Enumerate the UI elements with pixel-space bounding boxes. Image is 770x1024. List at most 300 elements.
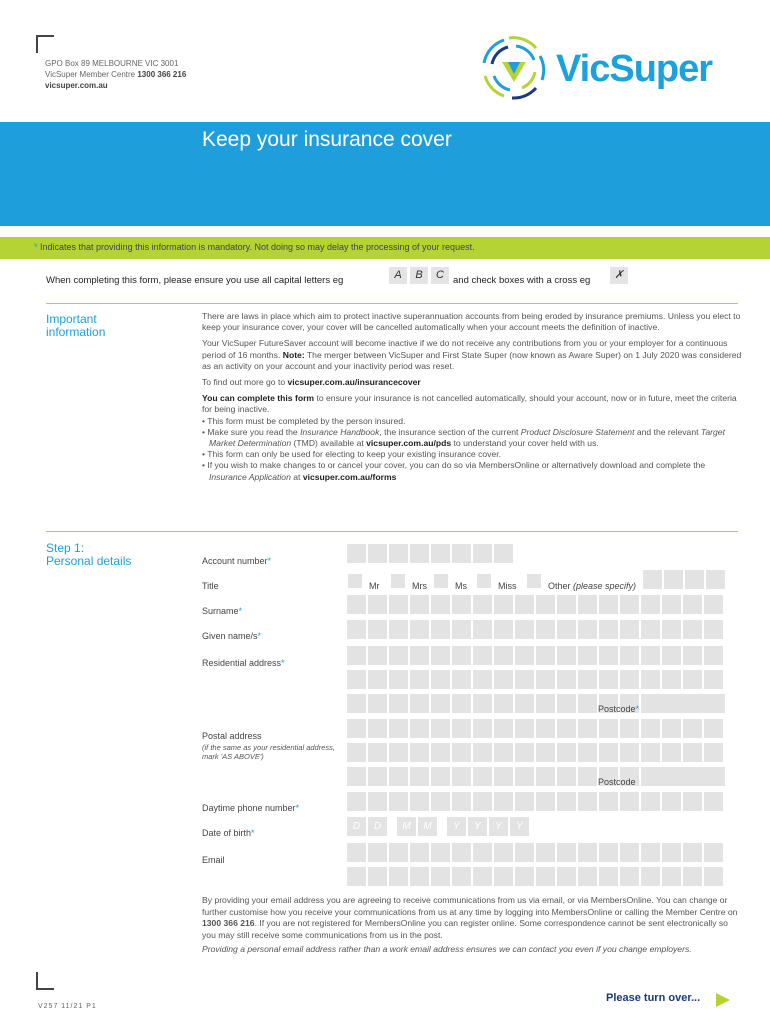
char-box[interactable] [515, 867, 534, 886]
asterisk-icon: * [295, 803, 300, 813]
char-box[interactable] [368, 767, 387, 786]
char-box[interactable] [641, 670, 660, 689]
divider [46, 531, 738, 532]
char-box[interactable] [557, 719, 576, 738]
char-box[interactable] [494, 792, 513, 811]
char-box[interactable] [662, 646, 681, 665]
char-box[interactable] [620, 595, 639, 614]
given-names-label [202, 631, 261, 641]
char-box[interactable] [347, 867, 366, 886]
title-option: Mrs [412, 581, 427, 591]
char-box[interactable] [557, 843, 576, 862]
text-span: , the insurance section of the current [379, 426, 521, 437]
char-box[interactable] [620, 620, 639, 639]
char-box[interactable] [473, 544, 492, 563]
label-text: Other [548, 581, 574, 591]
char-box[interactable] [452, 544, 471, 563]
char-box[interactable] [685, 767, 704, 786]
char-box[interactable] [431, 719, 450, 738]
char-box[interactable] [410, 743, 429, 762]
char-box[interactable] [515, 670, 534, 689]
char-box[interactable] [515, 792, 534, 811]
given-names-field[interactable] [347, 620, 723, 639]
char-box[interactable] [706, 694, 725, 713]
mandatory-note-text: Indicates that providing this information is mandatory. Not doing so may delay the processing of your request. [40, 242, 475, 252]
char-box[interactable] [410, 792, 429, 811]
char-box[interactable] [431, 767, 450, 786]
char-box[interactable] [683, 620, 702, 639]
char-box[interactable] [599, 792, 618, 811]
important-heading-line: information [46, 325, 106, 339]
char-box[interactable] [431, 544, 450, 563]
char-box[interactable] [704, 843, 723, 862]
char-box[interactable] [347, 670, 366, 689]
caps-instruction-prefix: When completing this form, please ensure you use all capital letters eg [46, 275, 344, 286]
char-box[interactable] [347, 843, 366, 862]
char-box[interactable] [473, 670, 492, 689]
char-box[interactable] [494, 867, 513, 886]
char-box[interactable] [683, 646, 702, 665]
char-box[interactable] [473, 595, 492, 614]
char-box[interactable] [389, 694, 408, 713]
char-box[interactable] [515, 694, 534, 713]
char-box[interactable] [599, 843, 618, 862]
title-mrs-checkbox[interactable] [391, 574, 405, 588]
info-paragraph [202, 338, 742, 372]
char-box[interactable] [620, 792, 639, 811]
char-box[interactable] [368, 595, 387, 614]
title-miss-checkbox[interactable] [477, 574, 491, 588]
char-box[interactable] [473, 867, 492, 886]
info-paragraph: There are laws in place which aim to protect inactive superannuation accounts from being eroded by insurance premiums. Unless you elect to keep your insurance cover, your cover will be cancelled automatically when your account meets the definition of inactive. [202, 311, 741, 333]
char-box[interactable] [683, 867, 702, 886]
char-box[interactable] [431, 694, 450, 713]
char-box[interactable] [347, 743, 366, 762]
char-box[interactable] [662, 719, 681, 738]
char-box[interactable] [620, 719, 639, 738]
char-box[interactable] [536, 620, 555, 639]
text-span: to ensure your insurance is not cancelled automatically, should your account, now or in future, meet the criteria for being inactive. [202, 393, 737, 415]
char-box[interactable] [473, 694, 492, 713]
char-box[interactable] [599, 743, 618, 762]
char-box[interactable] [368, 694, 387, 713]
char-box[interactable] [347, 544, 366, 563]
account-number-field[interactable] [347, 544, 513, 563]
divider [46, 303, 738, 304]
char-box[interactable] [515, 843, 534, 862]
turn-over-text: Please turn over... [606, 992, 701, 1004]
hint-text: (please specify) [573, 581, 637, 591]
char-box[interactable] [431, 595, 450, 614]
bullet-item [202, 427, 742, 449]
char-box[interactable] [599, 646, 618, 665]
char-box[interactable] [515, 620, 534, 639]
char-box[interactable] [704, 670, 723, 689]
char-box[interactable] [389, 792, 408, 811]
char-box[interactable] [452, 867, 471, 886]
text-span: Your VicSuper FutureSaver account will become inactive if we do not receive any contributions from you or your employer for a continuous period of 16 months. [202, 338, 728, 360]
char-box[interactable] [536, 646, 555, 665]
char-box[interactable] [389, 743, 408, 762]
text-span: at [290, 471, 303, 482]
char-box[interactable] [664, 570, 683, 589]
char-box[interactable] [641, 620, 660, 639]
char-box[interactable] [347, 792, 366, 811]
email-line2[interactable] [347, 867, 723, 886]
char-box[interactable] [389, 843, 408, 862]
char-box[interactable] [536, 792, 555, 811]
char-box[interactable] [557, 620, 576, 639]
char-box[interactable] [431, 867, 450, 886]
char-box[interactable] [368, 670, 387, 689]
char-box[interactable] [494, 544, 513, 563]
arrow-right-icon [716, 993, 730, 1007]
italic-text: Target Market Determination [209, 426, 725, 449]
dob-field[interactable] [347, 817, 529, 836]
char-box[interactable] [599, 620, 618, 639]
char-box[interactable] [347, 719, 366, 738]
char-box[interactable] [410, 544, 429, 563]
text-span: (TMD) available at [291, 438, 367, 449]
forms-link[interactable]: vicsuper.com.au/forms [302, 471, 397, 482]
char-box[interactable] [536, 694, 555, 713]
char-box[interactable] [662, 792, 681, 811]
dob-day-box[interactable]: D [347, 817, 366, 836]
italic-text: Providing a personal email address rather than a work email address ensures we can contact you even if you change employers. [202, 944, 692, 954]
char-box[interactable] [683, 595, 702, 614]
char-box[interactable] [347, 595, 366, 614]
title-option: Ms [455, 581, 467, 591]
char-box[interactable] [557, 743, 576, 762]
char-box[interactable] [452, 792, 471, 811]
char-box[interactable] [347, 620, 366, 639]
asterisk-icon: * [251, 828, 255, 838]
char-box[interactable] [641, 646, 660, 665]
info-paragraph [202, 377, 742, 388]
char-box[interactable] [641, 843, 660, 862]
char-box[interactable] [578, 867, 597, 886]
char-box[interactable] [662, 743, 681, 762]
char-box[interactable] [410, 595, 429, 614]
text-span: . If you are not registered for MembersOnline you can register online. Some correspondence cannot be sent electronically so you may still receive some communications from us in the post. [202, 918, 728, 940]
asterisk-icon: * [281, 658, 285, 668]
char-box[interactable] [368, 646, 387, 665]
char-box[interactable] [662, 595, 681, 614]
daytime-phone-field[interactable] [347, 792, 723, 811]
char-box[interactable] [389, 670, 408, 689]
char-box[interactable] [410, 620, 429, 639]
char-box[interactable] [685, 570, 704, 589]
char-box[interactable] [683, 743, 702, 762]
residential-address-line1[interactable] [347, 646, 723, 665]
pds-link[interactable]: vicsuper.com.au/pds [366, 438, 452, 449]
char-box[interactable] [494, 595, 513, 614]
char-box[interactable] [431, 743, 450, 762]
char-box[interactable] [494, 719, 513, 738]
char-box[interactable] [494, 743, 513, 762]
postal-address-line1[interactable] [347, 719, 723, 738]
char-box[interactable] [599, 670, 618, 689]
char-box[interactable] [704, 792, 723, 811]
char-box[interactable] [347, 694, 366, 713]
char-box[interactable] [473, 843, 492, 862]
char-box[interactable] [557, 792, 576, 811]
char-box[interactable] [620, 843, 639, 862]
char-box[interactable] [706, 767, 725, 786]
caps-instruction-middle: and check boxes with a cross eg [453, 275, 591, 286]
bullet-item: • This form can only be used for electing to keep your existing insurance cover. [202, 449, 502, 460]
char-box[interactable] [536, 767, 555, 786]
char-box[interactable] [643, 694, 662, 713]
char-box[interactable] [683, 843, 702, 862]
char-box[interactable] [452, 743, 471, 762]
char-box[interactable] [599, 595, 618, 614]
important-heading [46, 313, 105, 339]
char-box[interactable] [410, 719, 429, 738]
asterisk-icon: * [238, 606, 243, 616]
char-box[interactable] [368, 843, 387, 862]
char-box[interactable] [452, 843, 471, 862]
char-box[interactable] [494, 767, 513, 786]
char-box[interactable] [620, 646, 639, 665]
char-box[interactable] [452, 767, 471, 786]
dob-day-box[interactable]: D [368, 817, 387, 836]
char-box[interactable] [557, 646, 576, 665]
residential-address-line2[interactable] [347, 670, 723, 689]
email-label: Email [202, 855, 225, 865]
example-letter-box: A [389, 267, 407, 284]
char-box[interactable] [389, 767, 408, 786]
char-box[interactable] [557, 767, 576, 786]
char-box[interactable] [452, 670, 471, 689]
char-box[interactable] [578, 743, 597, 762]
logo-wordmark: VicSuper [556, 48, 713, 90]
char-box[interactable] [410, 843, 429, 862]
title-mr-checkbox[interactable] [348, 574, 362, 588]
char-box[interactable] [515, 646, 534, 665]
title-other-checkbox[interactable] [527, 574, 541, 588]
char-box[interactable] [704, 719, 723, 738]
member-centre-phone: 1300 366 216 [137, 70, 187, 79]
char-box[interactable] [683, 670, 702, 689]
char-box[interactable] [410, 646, 429, 665]
dob-year-box[interactable]: Y [510, 817, 529, 836]
info-paragraph [202, 393, 742, 415]
char-box[interactable] [578, 843, 597, 862]
char-box[interactable] [494, 620, 513, 639]
form-code: V257 11/21 P1 [38, 1003, 97, 1010]
char-box[interactable] [494, 646, 513, 665]
member-centre-label: VicSuper Member Centre [45, 70, 138, 79]
char-box[interactable] [431, 620, 450, 639]
char-box[interactable] [662, 843, 681, 862]
char-box[interactable] [410, 767, 429, 786]
char-box[interactable] [662, 670, 681, 689]
char-box[interactable] [536, 867, 555, 886]
email-consent-note [202, 895, 742, 956]
char-box[interactable] [494, 670, 513, 689]
char-box[interactable] [473, 719, 492, 738]
label-text: Daytime phone number [202, 803, 296, 813]
char-box[interactable] [473, 646, 492, 665]
residential-postcode-field[interactable] [643, 694, 725, 713]
text-span: to understand your cover held with us. [451, 438, 599, 449]
char-box[interactable] [599, 719, 618, 738]
important-heading-line: Important [46, 312, 97, 326]
char-box[interactable] [536, 743, 555, 762]
char-box[interactable] [664, 694, 683, 713]
dob-year-box[interactable]: Y [489, 817, 508, 836]
insurance-cover-link[interactable]: vicsuper.com.au/insurancecover [287, 377, 421, 388]
char-box[interactable] [706, 570, 725, 589]
char-box[interactable] [641, 595, 660, 614]
char-box[interactable] [452, 694, 471, 713]
text-span: By providing your email address you are agreeing to receive communications from us via email, or via MembersOnline. You can change or further customise how you receive your communications from us at any time by logging into MembersOnline or calling the Member Centre on [202, 895, 738, 917]
char-box[interactable] [452, 719, 471, 738]
postal-address-line2[interactable] [347, 743, 723, 762]
char-box[interactable] [578, 620, 597, 639]
bullet-item: • This form must be completed by the person insured. [202, 415, 406, 426]
char-box[interactable] [431, 670, 450, 689]
char-box[interactable] [704, 646, 723, 665]
char-box[interactable] [368, 867, 387, 886]
char-box[interactable] [368, 719, 387, 738]
char-box[interactable] [473, 620, 492, 639]
char-box[interactable] [473, 767, 492, 786]
char-box[interactable] [557, 595, 576, 614]
char-box[interactable] [578, 595, 597, 614]
char-box[interactable] [557, 694, 576, 713]
dob-label [202, 828, 255, 838]
char-box[interactable] [536, 595, 555, 614]
char-box[interactable] [347, 646, 366, 665]
char-box[interactable] [515, 767, 534, 786]
char-box[interactable] [683, 719, 702, 738]
text-span: and the relevant [634, 426, 701, 437]
char-box[interactable] [641, 719, 660, 738]
dob-year-box[interactable]: Y [447, 817, 466, 836]
char-box[interactable] [473, 792, 492, 811]
char-box[interactable] [389, 646, 408, 665]
char-box[interactable] [664, 767, 683, 786]
title-other-field[interactable] [643, 570, 725, 589]
char-box[interactable] [410, 670, 429, 689]
char-box[interactable] [431, 646, 450, 665]
char-box[interactable] [641, 867, 660, 886]
char-box[interactable] [494, 694, 513, 713]
char-box[interactable] [536, 670, 555, 689]
title-option: Mr [369, 581, 380, 591]
char-box[interactable] [643, 767, 662, 786]
char-box[interactable] [704, 743, 723, 762]
char-box[interactable] [494, 843, 513, 862]
char-box[interactable] [641, 792, 660, 811]
char-box[interactable] [704, 867, 723, 886]
char-box[interactable] [431, 792, 450, 811]
residential-address-label [202, 658, 285, 668]
email-line1[interactable] [347, 843, 723, 862]
char-box[interactable] [704, 595, 723, 614]
char-box[interactable] [515, 595, 534, 614]
char-box[interactable] [368, 620, 387, 639]
char-box[interactable] [685, 694, 704, 713]
postal-postcode-field[interactable] [643, 767, 725, 786]
dob-year-box[interactable]: Y [468, 817, 487, 836]
char-box[interactable] [557, 670, 576, 689]
char-box[interactable] [452, 646, 471, 665]
char-box[interactable] [515, 743, 534, 762]
char-box[interactable] [473, 743, 492, 762]
char-box[interactable] [578, 719, 597, 738]
char-box[interactable] [578, 792, 597, 811]
char-box[interactable] [662, 867, 681, 886]
bold-text: You can complete this form [202, 393, 315, 404]
char-box[interactable] [431, 843, 450, 862]
char-box[interactable] [389, 719, 408, 738]
char-box[interactable] [536, 843, 555, 862]
char-box[interactable] [662, 620, 681, 639]
char-box[interactable] [578, 646, 597, 665]
dob-month-box[interactable]: M [418, 817, 437, 836]
daytime-phone-label [202, 803, 299, 813]
account-number-label [202, 556, 271, 566]
header-address [45, 58, 186, 91]
mandatory-note [34, 242, 475, 252]
title-ms-checkbox[interactable] [434, 574, 448, 588]
char-box[interactable] [389, 544, 408, 563]
char-box[interactable] [578, 767, 597, 786]
char-box[interactable] [620, 867, 639, 886]
char-box[interactable] [389, 867, 408, 886]
char-box[interactable] [578, 694, 597, 713]
char-box[interactable] [515, 719, 534, 738]
asterisk-icon: * [257, 631, 262, 641]
char-box[interactable] [452, 595, 471, 614]
char-box[interactable] [389, 595, 408, 614]
char-box[interactable] [410, 867, 429, 886]
char-box[interactable] [368, 792, 387, 811]
asterisk-icon: * [635, 704, 640, 714]
member-centre-line [45, 69, 186, 80]
char-box[interactable] [643, 570, 662, 589]
char-box[interactable] [620, 670, 639, 689]
char-box[interactable] [452, 620, 471, 639]
char-box[interactable] [704, 620, 723, 639]
char-box[interactable] [389, 620, 408, 639]
char-box[interactable] [410, 694, 429, 713]
char-box[interactable] [557, 867, 576, 886]
website-text: vicsuper.com.au [45, 81, 108, 90]
char-box[interactable] [368, 743, 387, 762]
char-box[interactable] [347, 767, 366, 786]
label-text: Residential address [202, 658, 282, 668]
char-box[interactable] [578, 670, 597, 689]
char-box[interactable] [599, 867, 618, 886]
char-box[interactable] [368, 544, 387, 563]
char-box[interactable] [620, 743, 639, 762]
dob-month-box[interactable]: M [397, 817, 416, 836]
char-box[interactable] [536, 719, 555, 738]
char-box[interactable] [683, 792, 702, 811]
title-option: Miss [498, 581, 517, 591]
char-box[interactable] [641, 743, 660, 762]
text-span: • If you wish to make changes to or cancel your cover, you can do so via MembersOnline or alternatively download and complete the [202, 460, 706, 471]
surname-field[interactable] [347, 595, 723, 614]
note-paragraph [202, 944, 742, 956]
note-paragraph [202, 895, 742, 941]
italic-text: Insurance Application [209, 471, 291, 482]
postal-address-label: Postal address [202, 731, 262, 741]
